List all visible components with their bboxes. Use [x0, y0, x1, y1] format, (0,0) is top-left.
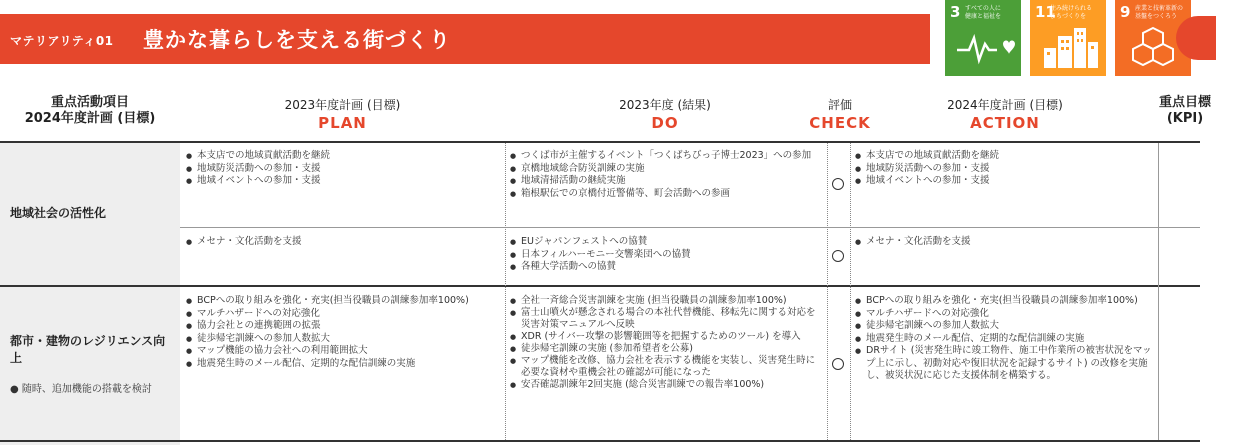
sdg-text: すべての人に 健康と福祉を: [965, 5, 1002, 20]
plan-cell: [186, 236, 496, 249]
list-item: ● メセナ・文化活動を支援: [855, 236, 1153, 249]
do-cell: [510, 236, 818, 274]
list-item: ● 地域イベントへの参加・支援: [186, 175, 496, 188]
list-item: ● 安否確認訓練年2回実施 (総合災害訓練での報告率100%): [510, 379, 820, 391]
sdg-goal-3: [945, 0, 1021, 76]
page-title: 豊かな暮らしを支える街づくり: [143, 28, 451, 52]
action-cell: [855, 236, 1153, 249]
list-item: ● 徒歩帰宅訓練への参加人数拡大: [186, 333, 498, 346]
check-result-circle: [832, 178, 844, 190]
city-buildings-icon: [1030, 0, 1106, 76]
action-cell: [855, 150, 1153, 188]
sdg-text: 産業と技術革新の 基盤をつくろう: [1135, 5, 1184, 20]
list-item: ● 京橋地域総合防災訓練の実施: [510, 163, 818, 176]
check-result-circle: [832, 358, 844, 370]
list-item: ● 徒歩帰宅訓練への参加人数拡大: [855, 320, 1153, 333]
row-note: ● 随時、追加機能の搭載を検討: [10, 384, 152, 395]
row-label: 地域社会の活性化: [10, 206, 107, 220]
list-item: ● メセナ・文化活動を支援: [186, 236, 496, 249]
header-banner: [0, 14, 930, 64]
row-divider: [0, 285, 1200, 287]
list-item: ● 本支店での地域貢献活動を継続: [855, 150, 1153, 163]
materiality-label: マテリアリティ01: [10, 34, 114, 48]
do-cell: [510, 150, 818, 200]
list-item: ● BCPへの取り組みを強化・充実(担当役職員の訓練参加率100%): [186, 295, 498, 308]
column-header-check-jp: 評価: [827, 98, 852, 112]
list-item: ● 富士山噴火が懸念される場合の本社代替機能、移転先に関する対応を災害対策マニュアルへ反映: [510, 307, 820, 331]
column-header-plan-en: PLAN: [318, 114, 367, 132]
column-header-do-jp: 2023年度 (結果): [619, 98, 711, 112]
list-item: ● XDR (サイバー攻撃の影響範囲等を把握するためのツール) を導入: [510, 331, 820, 343]
column-divider: [505, 143, 506, 440]
column-header-action-jp: 2024年度計画 (目標): [947, 98, 1063, 112]
sdg-number: 9: [1120, 3, 1131, 21]
list-item: ● BCPへの取り組みを強化・充実(担当役職員の訓練参加率100%): [855, 295, 1153, 308]
plan-cell: [186, 150, 496, 188]
list-item: ● 日本フィルハーモニー交響楽団への協賛: [510, 249, 818, 262]
list-item: ● 徒歩帰宅訓練の実施 (参加希望者を公募): [510, 343, 820, 355]
section-tab-marker: [1176, 16, 1216, 60]
sdg-number: 3: [950, 3, 961, 21]
column-header-kpi-line1: 重点目標: [1158, 95, 1211, 110]
heartbeat-icon: [945, 0, 1021, 76]
column-header-action-en: ACTION: [970, 114, 1040, 132]
list-item: ● 地域イベントへの参加・支援: [855, 175, 1153, 188]
list-item: ● 地震発生時のメール配信、定期的な配信訓練の実施: [855, 333, 1153, 346]
subrow-divider: [180, 227, 1200, 228]
column-header-kpi-line2: (KPI): [1166, 111, 1204, 126]
row-note-text: 随時、追加機能の搭載を検討: [21, 384, 152, 395]
column-header-item-line2: 2024年度計画 (目標): [24, 111, 156, 126]
column-divider: [827, 143, 828, 440]
list-item: ● 地域防災活動への参加・支援: [855, 163, 1153, 176]
list-item: ● 協力会社との連携範囲の拡張: [186, 320, 498, 333]
list-item: ● 箱根駅伝での京橋付近警備等、町会活動への参画: [510, 188, 818, 201]
list-item: ● マルチハザードへの対応強化: [855, 308, 1153, 321]
list-item: ● EUジャパンフェストへの協賛: [510, 236, 818, 249]
list-item: ● DRサイト (災害発生時に竣工物件、施工中作業所の被害状況をマップ上に示し、初動対応や復旧状況を記録するサイト) の改修を実施し、被災状況に応じた支援体制を構築する。: [855, 345, 1153, 383]
do-cell: [510, 295, 820, 391]
list-item: ● つくば市が主催するイベント「つくばちびっ子博士2023」への参加: [510, 150, 818, 163]
sdg-number: 11: [1035, 3, 1056, 21]
check-result-circle: [832, 250, 844, 262]
list-item: ● マップ機能を改修、協力会社を表示する機能を実装し、災害発生時に必要な資材や重機会社の確認が可能になった: [510, 355, 820, 379]
row-label: 都市・建物のレジリエンス向上: [10, 334, 166, 365]
list-item: ● 地震発生時のメール配信、定期的な配信訓練の実施: [186, 358, 498, 371]
list-item: ● 地域防災活動への参加・支援: [186, 163, 496, 176]
column-header-action: [850, 96, 1160, 132]
list-item: ● 全社一斉総合災害訓練を実施 (担当役職員の訓練参加率100%): [510, 295, 820, 307]
column-header-plan: [180, 96, 505, 132]
column-header-item-line1: 重点活動項目: [50, 95, 129, 110]
column-header-do-en: DO: [651, 114, 679, 132]
column-header-item: [0, 95, 180, 127]
column-header-check-en: CHECK: [809, 114, 871, 132]
list-item: ● 本支店での地域貢献活動を継続: [186, 150, 496, 163]
list-item: ● マルチハザードへの対応強化: [186, 308, 498, 321]
column-divider: [850, 143, 851, 440]
column-header-kpi: [1135, 95, 1235, 127]
column-header-do: [505, 96, 825, 132]
table-bottom-rule: [0, 440, 1200, 442]
sdg-goal-11: [1030, 0, 1106, 76]
column-divider: [1158, 143, 1159, 440]
plan-cell: [186, 295, 498, 370]
sdg-text: 住み続けられる まちづくりを: [1050, 5, 1093, 20]
action-cell: [855, 295, 1153, 383]
list-item: ● 地域清掃活動の継続実施: [510, 175, 818, 188]
list-item: ● 各種大学活動への協賛: [510, 261, 818, 274]
table-top-rule: [0, 141, 1200, 143]
list-item: ● マップ機能の協力会社への利用範囲拡大: [186, 345, 498, 358]
column-header-plan-jp: 2023年度計画 (目標): [284, 98, 401, 112]
